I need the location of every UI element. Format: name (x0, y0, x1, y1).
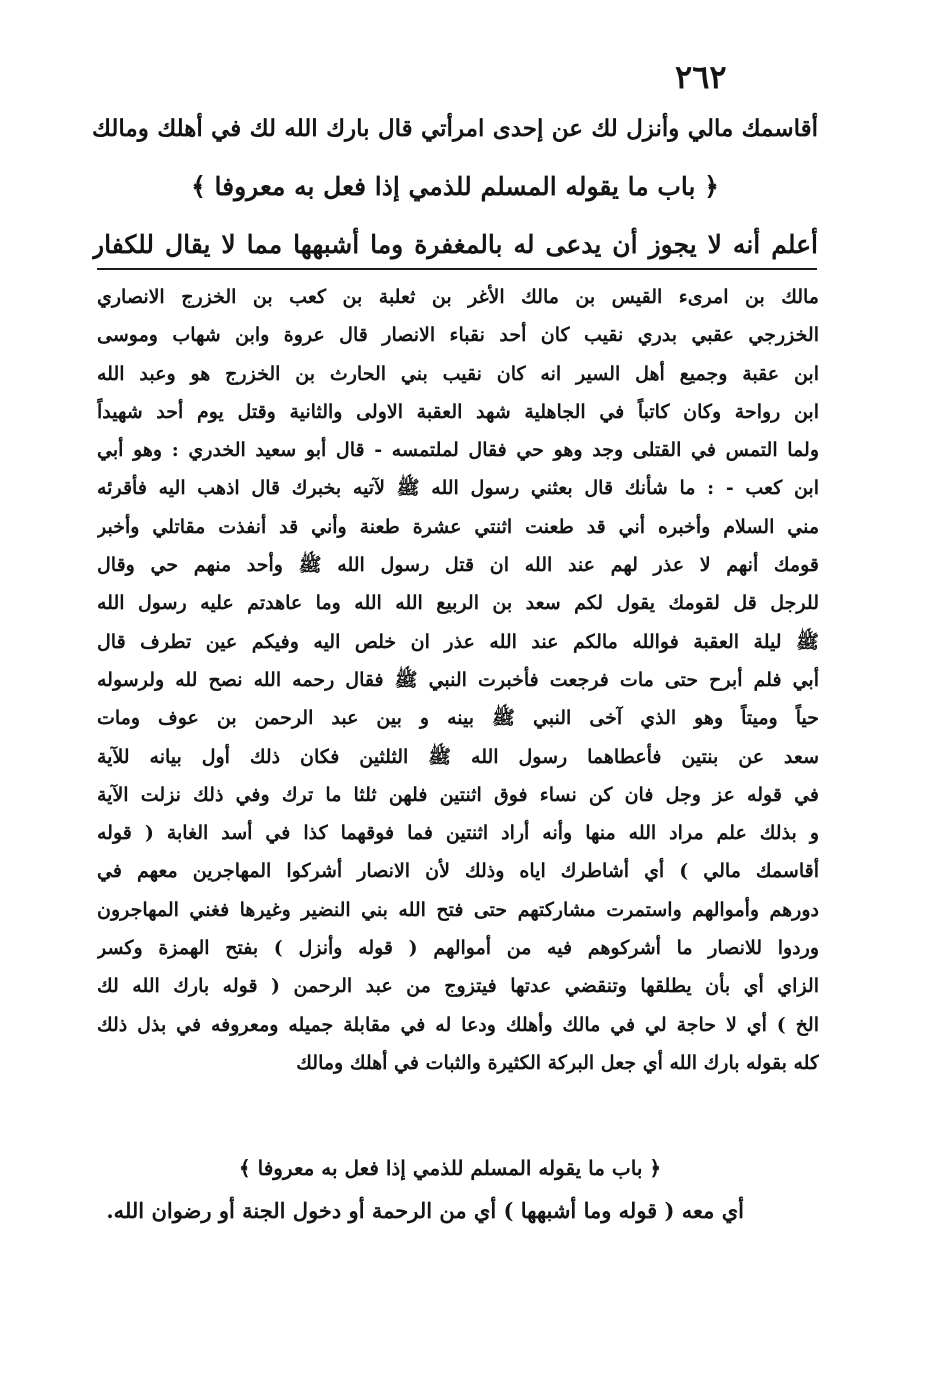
commentary-line: ﷺ ليلة العقبة فوالله مالكم عند الله عذر ان خلص اليه وفيكم عين تطرف قال (97, 630, 819, 653)
main-text-block (92, 100, 818, 274)
commentary-chapter-heading: ﴿ باب ما يقوله المسلم للذمي إذا فعل به معروفا ﴾ (238, 1156, 662, 1180)
commentary-line: و بذلك علم مراد الله منها وأنه أراد اثنتين فما فوقهما كذا في أسد الغابة ( قوله (97, 822, 819, 845)
commentary-closing-line: أي معه ( قوله وما أشبهها ) أي من الرحمة أو دخول الجنة أو رضوان الله. (106, 1198, 744, 1223)
commentary-line: ولما التمس في القتلى وجد وهو حي فقال لملتمسه - قال أبو سعيد الخدري : وهو أبي (97, 439, 819, 462)
page-number: ٢٦٢ (675, 58, 727, 96)
commentary-line: قومك أنهم لا عذر لهم عند الله ان قتل رسول الله ﷺ وأحد منهم حي وقال (97, 554, 819, 577)
commentary-line: وردوا للانصار ما أشركوهم فيه من أموالهم ( قوله وأنزل ) بفتح الهمزة وكسر (97, 937, 819, 960)
commentary-line: حياً وميتاً وهو الذي آخى النبي ﷺ بينه و بين عبد الرحمن بن عوف ومات (97, 707, 819, 730)
commentary-line: كله بقوله بارك الله أي جعل البركة الكثيرة والثبات في أهلك ومالك (296, 1051, 819, 1074)
commentary-line: الزاي أي بأن يطلقها وتنقضي عدتها فيتزوج من عبد الرحمن ( قوله بارك الله لك (97, 975, 819, 998)
main-text-line: أعلم أنه لا يجوز أن يدعى له بالمغفرة وما أشبهها مما لا يقال للكفار (92, 230, 818, 259)
main-text-line: أقاسمك مالي وأنزل لك عن إحدى امرأتي قال بارك الله لك في أهلك ومالك (92, 115, 818, 142)
commentary-line: مني السلام وأخبره أني قد طعنت اثنتي عشرة طعنة وأني قد أنفذت مقاتلي وأخبر (97, 515, 819, 538)
commentary-line: ابن عقبة وجميع أهل السير انه كان نقيب بني الحارث بن الخزرج هو وعبد الله (97, 362, 819, 385)
commentary-line: الخزرجي عقبي بدري نقيب كان أحد نقباء الانصار قال عروة وابن شهاب وموسى (97, 324, 819, 347)
commentary-line: ابن رواحة وكان كاتباً في الجاهلية شهد العقبة الاولى والثانية وقتل يوم أحد شهيداً (97, 400, 819, 423)
commentary-line: في قوله عز وجل فان كن نساء فوق اثنتين فلهن ثلثا ما ترك وفي ذلك نزلت الآية (97, 783, 819, 806)
chapter-heading: ﴿ باب ما يقوله المسلم للذمي إذا فعل به معروفا ﴾ (191, 172, 719, 201)
commentary-line: مالك بن امرىء القيس بن مالك الأغر بن ثعلبة بن كعب بن الخزرج الانصاري (97, 286, 819, 308)
commentary-line: للرجل قل لقومك يقول لكم سعد بن الربيع الله الله وما عاهدتم عليه رسول الله (97, 592, 819, 615)
commentary-line: الخ ) أي لا حاجة لي في مالك وأهلك ودعا له في مقابلة جميله ومعروفه في بذل ذلك (97, 1013, 819, 1036)
commentary-line: دورهم وأموالهم واستمرت مشاركتهم حتى فتح الله بني النضير وغيرها فغني المهاجرون (97, 898, 819, 921)
commentary-line: سعد عن بنتين فأعطاهما رسول الله ﷺ الثلثين فكان ذلك أول بيانه للآية (97, 745, 819, 768)
commentary-block (97, 278, 819, 1082)
divider-rule (97, 268, 817, 270)
commentary-line: أقاسمك مالي ) أي أشاطرك اياه وذلك لأن الانصار أشركوا المهاجرين معهم في (97, 860, 819, 883)
commentary-line: أبي فلم أبرح حتى مات فرجعت فأخبرت النبي ﷺ فقال رحمه الله نصح لله ولرسوله (97, 668, 819, 691)
commentary-line: ابن كعب - : ما شأنك قال بعثني رسول الله ﷺ لآتيه بخبرك قال اذهب اليه فأقرئه (97, 477, 819, 500)
